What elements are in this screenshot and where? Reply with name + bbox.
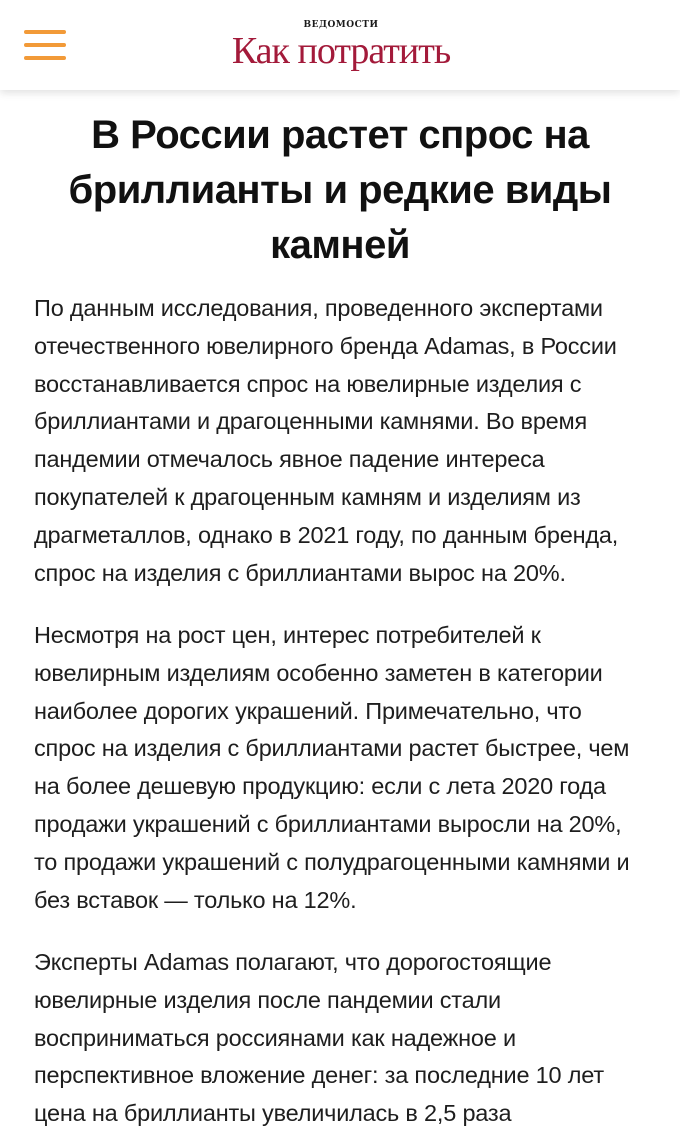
menu-line <box>24 43 66 47</box>
article-paragraph-3: Эксперты Adamas полагают, что дорогостоящие ювелирные изделия после пандемии стали восприниматься россиянами как надежное и перспективное вложение денег: за последние 10 лет цена на бриллианты увеличилась в 2,5 раза <box>34 949 604 1127</box>
logo-kak-potratit: Как потратить <box>231 30 451 72</box>
menu-line <box>24 30 66 34</box>
menu-line <box>24 56 66 60</box>
article-title: В России растет спрос на бриллианты и редкие виды камней <box>68 113 612 267</box>
logo-vedomosti: ВЕДОМОСТИ <box>303 20 379 30</box>
site-logo[interactable] <box>216 20 466 76</box>
article-paragraph-1: По данным исследования, проведенного экспертами отечественного ювелирного бренда Adamas, в России восстанавливается спрос на ювелирные изделия с бриллиантами и драгоценными камнями. Во время пандемии отмечалось явное падение интереса покупателей к драгоценным камням и изделиям из драгметаллов, однако в 2021 году, по данным бренда, спрос на изделия с бриллиантами вырос на 20%. <box>34 295 619 586</box>
site-header <box>0 0 680 90</box>
hamburger-menu-icon[interactable] <box>24 28 66 62</box>
article <box>0 108 680 1127</box>
article-paragraph-2: Несмотря на рост цен, интерес потребителей к ювелирным изделиям особенно заметен в категории наиболее дорогих украшений. Примечательно, что спрос на изделия с бриллиантами растет быстрее, чем на более дешевую продукцию: если с лета 2020 года продажи украшений с бриллиантами выросли на 20%, то продажи украшений с полудрагоценными камнями и без вставок — только на 12%. <box>34 622 630 913</box>
